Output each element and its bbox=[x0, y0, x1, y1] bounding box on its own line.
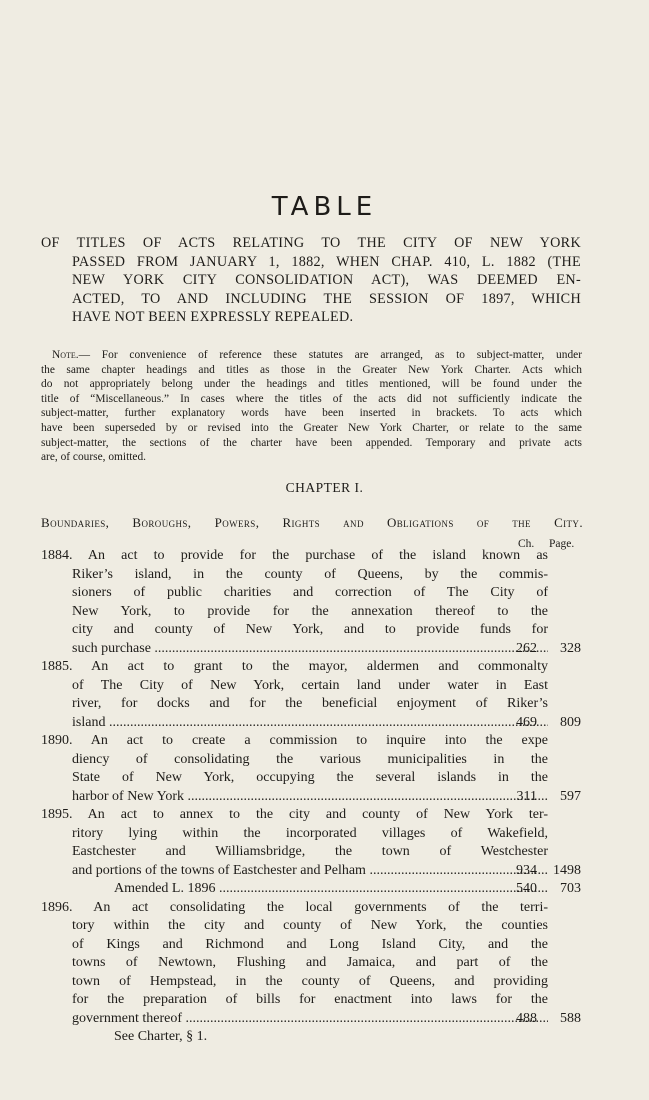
note-line: have been superseded by or revised into the Greater New York Charter, or relate to the same bbox=[41, 421, 582, 434]
table-heading bbox=[41, 234, 581, 327]
entry-text bbox=[114, 880, 548, 899]
entry-line-text: ritory lying within the incorporated villages of Wakefield, bbox=[72, 825, 548, 841]
entry-text bbox=[72, 695, 548, 714]
chapter-number: 469 bbox=[516, 714, 537, 730]
entry-line-text: towns of Newtown, Flushing and Jamaica, and part of the bbox=[72, 955, 548, 970]
heading-line: NEW YORK CITY CONSOLIDATION ACT), WAS DEEMED EN- bbox=[72, 272, 581, 288]
chapter-number: 540 bbox=[516, 881, 537, 896]
entry-line bbox=[41, 751, 583, 770]
entry-text bbox=[41, 547, 548, 566]
entry-text bbox=[72, 1010, 548, 1029]
entry-line bbox=[41, 677, 583, 696]
entry-line bbox=[41, 991, 583, 1010]
entry-line bbox=[41, 1010, 583, 1029]
entry-text bbox=[72, 991, 548, 1010]
heading-line: ACTED, TO AND INCLUDING THE SESSION OF 1897, WHICH bbox=[72, 290, 581, 307]
entry-text bbox=[72, 751, 548, 770]
entry-line bbox=[41, 880, 583, 899]
entry-line-text: for the preparation of bills for enactment into laws for the bbox=[72, 992, 548, 1007]
chapter-number: 311 bbox=[516, 788, 537, 804]
entry-line-text: town of Hempstead, in the county of Queens, and providing bbox=[72, 973, 548, 989]
note-line: subject-matter, the sections of the charter have been appended. Temporary and private acts bbox=[41, 436, 582, 449]
entry-text bbox=[72, 714, 548, 733]
entry-text bbox=[72, 603, 548, 622]
entry-line-text: New York, to provide for the annexation thereof to the bbox=[72, 603, 548, 619]
entry-text bbox=[72, 769, 548, 788]
entry-line-text: of Kings and Richmond and Long Island City, and the bbox=[72, 936, 548, 952]
note-line bbox=[41, 348, 582, 363]
entry-line bbox=[41, 621, 583, 640]
entry-text bbox=[72, 954, 548, 973]
entry-line-text: sioners of public charities and correction of The City of bbox=[72, 585, 548, 600]
heading-line: PASSED FROM JANUARY 1, 1882, WHEN CHAP. 410, L. 1882 (THE bbox=[72, 253, 581, 270]
entry-line-text: city and county of New York, and to provide funds for bbox=[72, 622, 548, 637]
entry-line-text: Riker’s island, in the county of Queens, by the commis- bbox=[72, 566, 548, 582]
entry-line bbox=[41, 658, 583, 677]
entry-line bbox=[41, 899, 583, 918]
entry-line bbox=[41, 843, 583, 862]
heading-line: OF TITLES OF ACTS RELATING TO THE CITY OF NEW YORK bbox=[41, 235, 581, 251]
column-header-ch: Ch. bbox=[518, 538, 535, 550]
entry-text bbox=[41, 806, 548, 825]
chapter-number: 488 bbox=[516, 1010, 537, 1026]
entry-line bbox=[41, 788, 583, 807]
entry-line-text: tory within the city and county of New York, the counties bbox=[72, 918, 548, 933]
chapter-heading: CHAPTER I. bbox=[285, 480, 364, 495]
entry-line-text: State of New York, occupying the several islands in the bbox=[72, 770, 548, 785]
explanatory-note bbox=[41, 348, 582, 465]
page-number: 588 bbox=[560, 1010, 581, 1026]
entry-line-text: 1885. An act to grant to the mayor, aldermen and commonalty bbox=[41, 659, 548, 674]
note-line: do not appropriately belong under the headings and titles mentioned, will be found under the bbox=[41, 378, 582, 391]
page-number: 1498 bbox=[553, 862, 581, 878]
entry-line-text: 1895. An act to annex to the city and county of New York ter- bbox=[41, 807, 548, 822]
entry-text bbox=[72, 936, 548, 955]
entry-text bbox=[72, 677, 548, 696]
column-header-page: Page. bbox=[549, 538, 575, 550]
entry-line-text: and portions of the towns of Eastchester and Pelham bbox=[72, 862, 366, 878]
note-label: Note. bbox=[52, 349, 79, 361]
see-also-text: See Charter, § 1. bbox=[114, 1029, 208, 1044]
see-also-line bbox=[41, 1028, 583, 1047]
note-line-text: — For convenience of reference these statutes are arranged, as to subject-matter, under bbox=[78, 349, 582, 361]
entry-line-text: Amended L. 1896 bbox=[114, 881, 216, 896]
entry-line-text: harbor of New York bbox=[72, 788, 184, 804]
entry-line bbox=[41, 547, 583, 566]
entry-text bbox=[72, 621, 548, 640]
entry-text bbox=[41, 899, 548, 918]
entry-text bbox=[72, 566, 548, 585]
entry-line bbox=[41, 566, 583, 585]
entry-line bbox=[41, 973, 583, 992]
entry-text bbox=[41, 732, 548, 751]
entry-line-text: 1896. An act consolidating the local governments of the terri- bbox=[41, 899, 548, 915]
note-line: the same chapter headings and titles as those in the Greater New York Charter. Acts which bbox=[41, 363, 582, 376]
chapter-subheading: Boundaries, Boroughs, Powers, Rights and Obligations of the City. bbox=[41, 515, 583, 530]
act-entries bbox=[41, 547, 583, 1047]
note-line: are, of course, omitted. bbox=[41, 451, 147, 464]
entry-line bbox=[41, 584, 583, 603]
entry-line bbox=[41, 695, 583, 714]
dot-leader bbox=[184, 789, 548, 804]
chapter-number: 262 bbox=[516, 640, 537, 656]
entry-text bbox=[72, 917, 548, 936]
entry-line bbox=[41, 732, 583, 751]
chapter-number: 934 bbox=[516, 862, 537, 878]
dot-leader bbox=[105, 715, 548, 730]
page-number: 597 bbox=[560, 788, 581, 804]
page-number: 328 bbox=[560, 640, 581, 656]
entry-line bbox=[41, 769, 583, 788]
entry-line-text: 1890. An act to create a commission to inquire into the expe bbox=[41, 733, 548, 748]
entry-line-text: such purchase bbox=[72, 640, 151, 656]
note-line: subject-matter, further explanatory words have been inserted in brackets. To acts which bbox=[41, 407, 582, 420]
entry-line-text: diency of consolidating the various municipalities in the bbox=[72, 751, 548, 767]
entry-text bbox=[72, 788, 548, 807]
entry-text bbox=[72, 843, 548, 862]
entry-line-text: river, for docks and for the beneficial enjoyment of Riker’s bbox=[72, 696, 548, 711]
entry-line-text: of The City of New York, certain land under water in East bbox=[72, 677, 548, 693]
page-title: TABLE bbox=[271, 192, 378, 222]
entry-line bbox=[41, 936, 583, 955]
entry-line bbox=[41, 825, 583, 844]
entry-line-text: 1884. An act to provide for the purchase of the island known as bbox=[41, 548, 548, 563]
entry-line-text: island bbox=[72, 714, 106, 730]
page-number: 703 bbox=[560, 881, 581, 896]
entry-line bbox=[41, 917, 583, 936]
entry-text bbox=[72, 584, 548, 603]
entry-line bbox=[41, 714, 583, 733]
entry-text bbox=[72, 825, 548, 844]
entry-line bbox=[41, 640, 583, 659]
entry-line bbox=[41, 806, 583, 825]
entry-text bbox=[72, 862, 548, 881]
entry-line bbox=[41, 603, 583, 622]
entry-line bbox=[41, 862, 583, 881]
dot-leader bbox=[151, 641, 548, 656]
entry-text bbox=[72, 640, 548, 659]
entry-line-text: Eastchester and Williamsbridge, the town of Westchester bbox=[72, 844, 548, 859]
entry-text bbox=[72, 973, 548, 992]
entry-text bbox=[41, 658, 548, 677]
dot-leader bbox=[182, 1011, 548, 1026]
note-line: title of “Miscellaneous.” In cases where the titles of the acts did not sufficiently indicate the bbox=[41, 392, 582, 405]
entry-line bbox=[41, 954, 583, 973]
heading-line: HAVE NOT BEEN EXPRESSLY REPEALED. bbox=[72, 309, 354, 325]
entry-line-text: government thereof bbox=[72, 1010, 183, 1026]
page-number: 809 bbox=[560, 714, 581, 730]
